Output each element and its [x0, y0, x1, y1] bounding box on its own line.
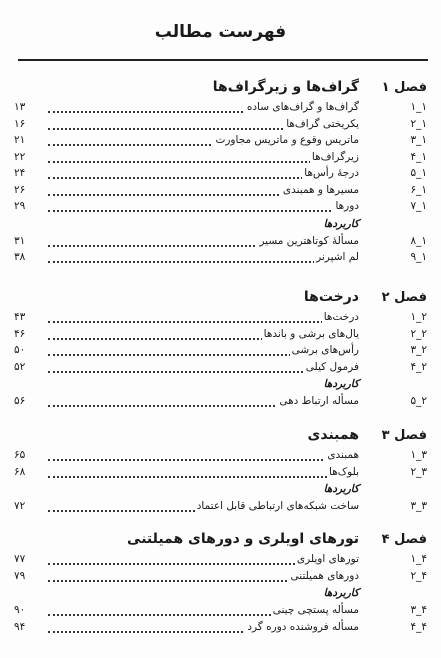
section-number: ۱_۹	[410, 251, 427, 263]
chapter-label: فصل ۱	[381, 80, 427, 95]
page-number: ۲۲	[14, 150, 26, 163]
chapter-label: فصل ۴	[381, 532, 427, 547]
toc-entry[interactable]	[0, 620, 441, 637]
toc-entry[interactable]	[0, 465, 441, 482]
applications-label: کاربردها	[323, 378, 359, 390]
toc-entry[interactable]	[0, 499, 441, 516]
leader-dots	[48, 261, 359, 263]
section-title: لم اشپرنر	[316, 251, 359, 263]
applications-label: کاربردها	[323, 483, 359, 495]
section-number: ۱_۳	[410, 134, 427, 146]
chapter-1	[0, 80, 441, 267]
toc-entry[interactable]	[0, 343, 441, 360]
chapter-heading	[0, 428, 441, 448]
chapter-label: فصل ۳	[381, 428, 427, 443]
section-number: ۱_۶	[410, 183, 427, 196]
leader-dots	[48, 476, 359, 478]
page-number: ۵۲	[14, 360, 26, 373]
section-number: ۲_۵	[410, 395, 427, 407]
section-number: ۱_۸	[410, 234, 427, 247]
toc-entry[interactable]	[0, 360, 441, 377]
chapter-title: درخت‌ها	[303, 289, 359, 305]
toc-entry[interactable]	[0, 310, 441, 327]
page-number: ۵۶	[14, 395, 26, 407]
section-title: مسأله فروشنده دوره گرد	[247, 620, 359, 633]
toc-entry[interactable]	[0, 327, 441, 344]
toc-entry[interactable]	[0, 394, 441, 411]
section-number: ۲_۲	[410, 327, 427, 340]
leader-dots	[48, 459, 359, 461]
section-title: مسأله ارتباط دهی	[279, 395, 359, 407]
applications-label: کاربردها	[323, 587, 359, 599]
title-divider	[18, 59, 428, 61]
section-title: گراف‌ها و گراف‌های ساده	[246, 101, 359, 113]
section-title: یکریختی گراف‌ها	[286, 117, 359, 130]
section-number: ۳_۲	[410, 465, 427, 478]
applications-label: کاربردها	[323, 217, 359, 230]
chapter-title: تورهای اویلری و دورهای همیلتنی	[127, 531, 359, 547]
page-number: ۷۲	[14, 500, 26, 512]
page-number: ۶۵	[14, 449, 26, 461]
page-number: ۵۰	[14, 344, 26, 356]
toc-entry[interactable]	[0, 117, 441, 134]
toc-entry[interactable]	[0, 150, 441, 167]
chapter-4	[0, 532, 441, 636]
chapter-3	[0, 428, 441, 516]
section-number: ۲_۱	[410, 311, 427, 323]
section-number: ۱_۴	[410, 150, 427, 163]
section-title: فرمول کیلی	[305, 360, 359, 373]
section-number: ۳_۱	[410, 449, 427, 461]
section-title: دورهای همیلتنی	[290, 569, 359, 582]
section-title: مسأله پستچی چینی	[272, 604, 359, 616]
toc-entry[interactable]	[0, 552, 441, 569]
section-number: ۱_۱	[410, 101, 427, 113]
section-title: یال‌های برشی و باندها	[263, 327, 359, 340]
section-number: ۴_۲	[410, 569, 427, 582]
toc-entry[interactable]	[0, 250, 441, 267]
section-number: ۱_۵	[410, 167, 427, 179]
leader-dots	[48, 321, 359, 323]
section-title: ساخت شبکه‌های ارتباطی قابل اعتماد	[196, 500, 359, 512]
section-title: درجهٔ رأس‌ها	[304, 167, 359, 179]
page-number: ۶۸	[14, 465, 26, 478]
section-number: ۴_۳	[410, 604, 427, 616]
chapter-heading	[0, 290, 441, 310]
section-number: ۱_۲	[410, 117, 427, 130]
page-number: ۹۰	[14, 604, 26, 616]
section-number: ۴_۴	[410, 620, 427, 633]
applications-heading	[0, 376, 441, 394]
chapter-2	[0, 290, 441, 411]
section-title: بلوک‌ها	[329, 465, 359, 478]
page-number: ۳۱	[14, 234, 26, 247]
chapter-heading	[0, 80, 441, 100]
toc-entry[interactable]	[0, 183, 441, 200]
leader-dots	[48, 210, 359, 212]
section-number: ۳_۳	[410, 500, 427, 512]
section-number: ۴_۱	[410, 553, 427, 565]
page-number: ۲۶	[14, 183, 26, 196]
toc-entry[interactable]	[0, 569, 441, 586]
toc-entry[interactable]	[0, 603, 441, 620]
section-title: دورها	[335, 200, 359, 212]
page-number: ۲۴	[14, 167, 26, 179]
section-number: ۲_۳	[410, 344, 427, 356]
page-number: ۱۶	[14, 117, 26, 130]
toc-entry[interactable]	[0, 100, 441, 117]
chapter-heading	[0, 532, 441, 552]
page-number: ۱۳	[14, 101, 26, 113]
toc-entry[interactable]	[0, 133, 441, 150]
toc-entry[interactable]	[0, 234, 441, 251]
page-title: فهرست مطالب	[154, 22, 287, 42]
section-title: رأس‌های برشی	[291, 344, 359, 356]
applications-heading	[0, 216, 441, 234]
section-title: همبندی	[327, 449, 359, 461]
toc-entry[interactable]	[0, 166, 441, 183]
page-number: ۲۹	[14, 200, 26, 212]
chapter-label: فصل ۲	[381, 290, 427, 305]
page-number: ۲۱	[14, 134, 26, 146]
toc-entry[interactable]	[0, 448, 441, 465]
page-number: ۴۶	[14, 327, 26, 340]
toc-entry[interactable]	[0, 199, 441, 216]
section-number: ۲_۴	[410, 360, 427, 373]
applications-heading	[0, 481, 441, 499]
page-number: ۴۳	[14, 311, 26, 323]
chapter-title: گراف‌ها و زیرگراف‌ها	[212, 79, 359, 95]
page-number: ۳۸	[14, 251, 26, 263]
section-title: مسیرها و همبندی	[282, 183, 359, 196]
page-number: ۷۹	[14, 569, 26, 582]
section-title: زیرگراف‌ها	[311, 150, 359, 163]
chapter-title: همبندی	[307, 427, 359, 443]
section-number: ۱_۷	[410, 200, 427, 212]
section-title: درخت‌ها	[323, 311, 359, 323]
section-title: ماتریس وقوع و ماتریس مجاورت	[215, 134, 359, 146]
section-title: مسألهٔ کوتاهترین مسیر	[259, 234, 359, 247]
page-number: ۹۴	[14, 620, 26, 633]
applications-heading	[0, 585, 441, 603]
section-title: تورهای اویلری	[296, 553, 359, 565]
page-number: ۷۷	[14, 553, 26, 565]
